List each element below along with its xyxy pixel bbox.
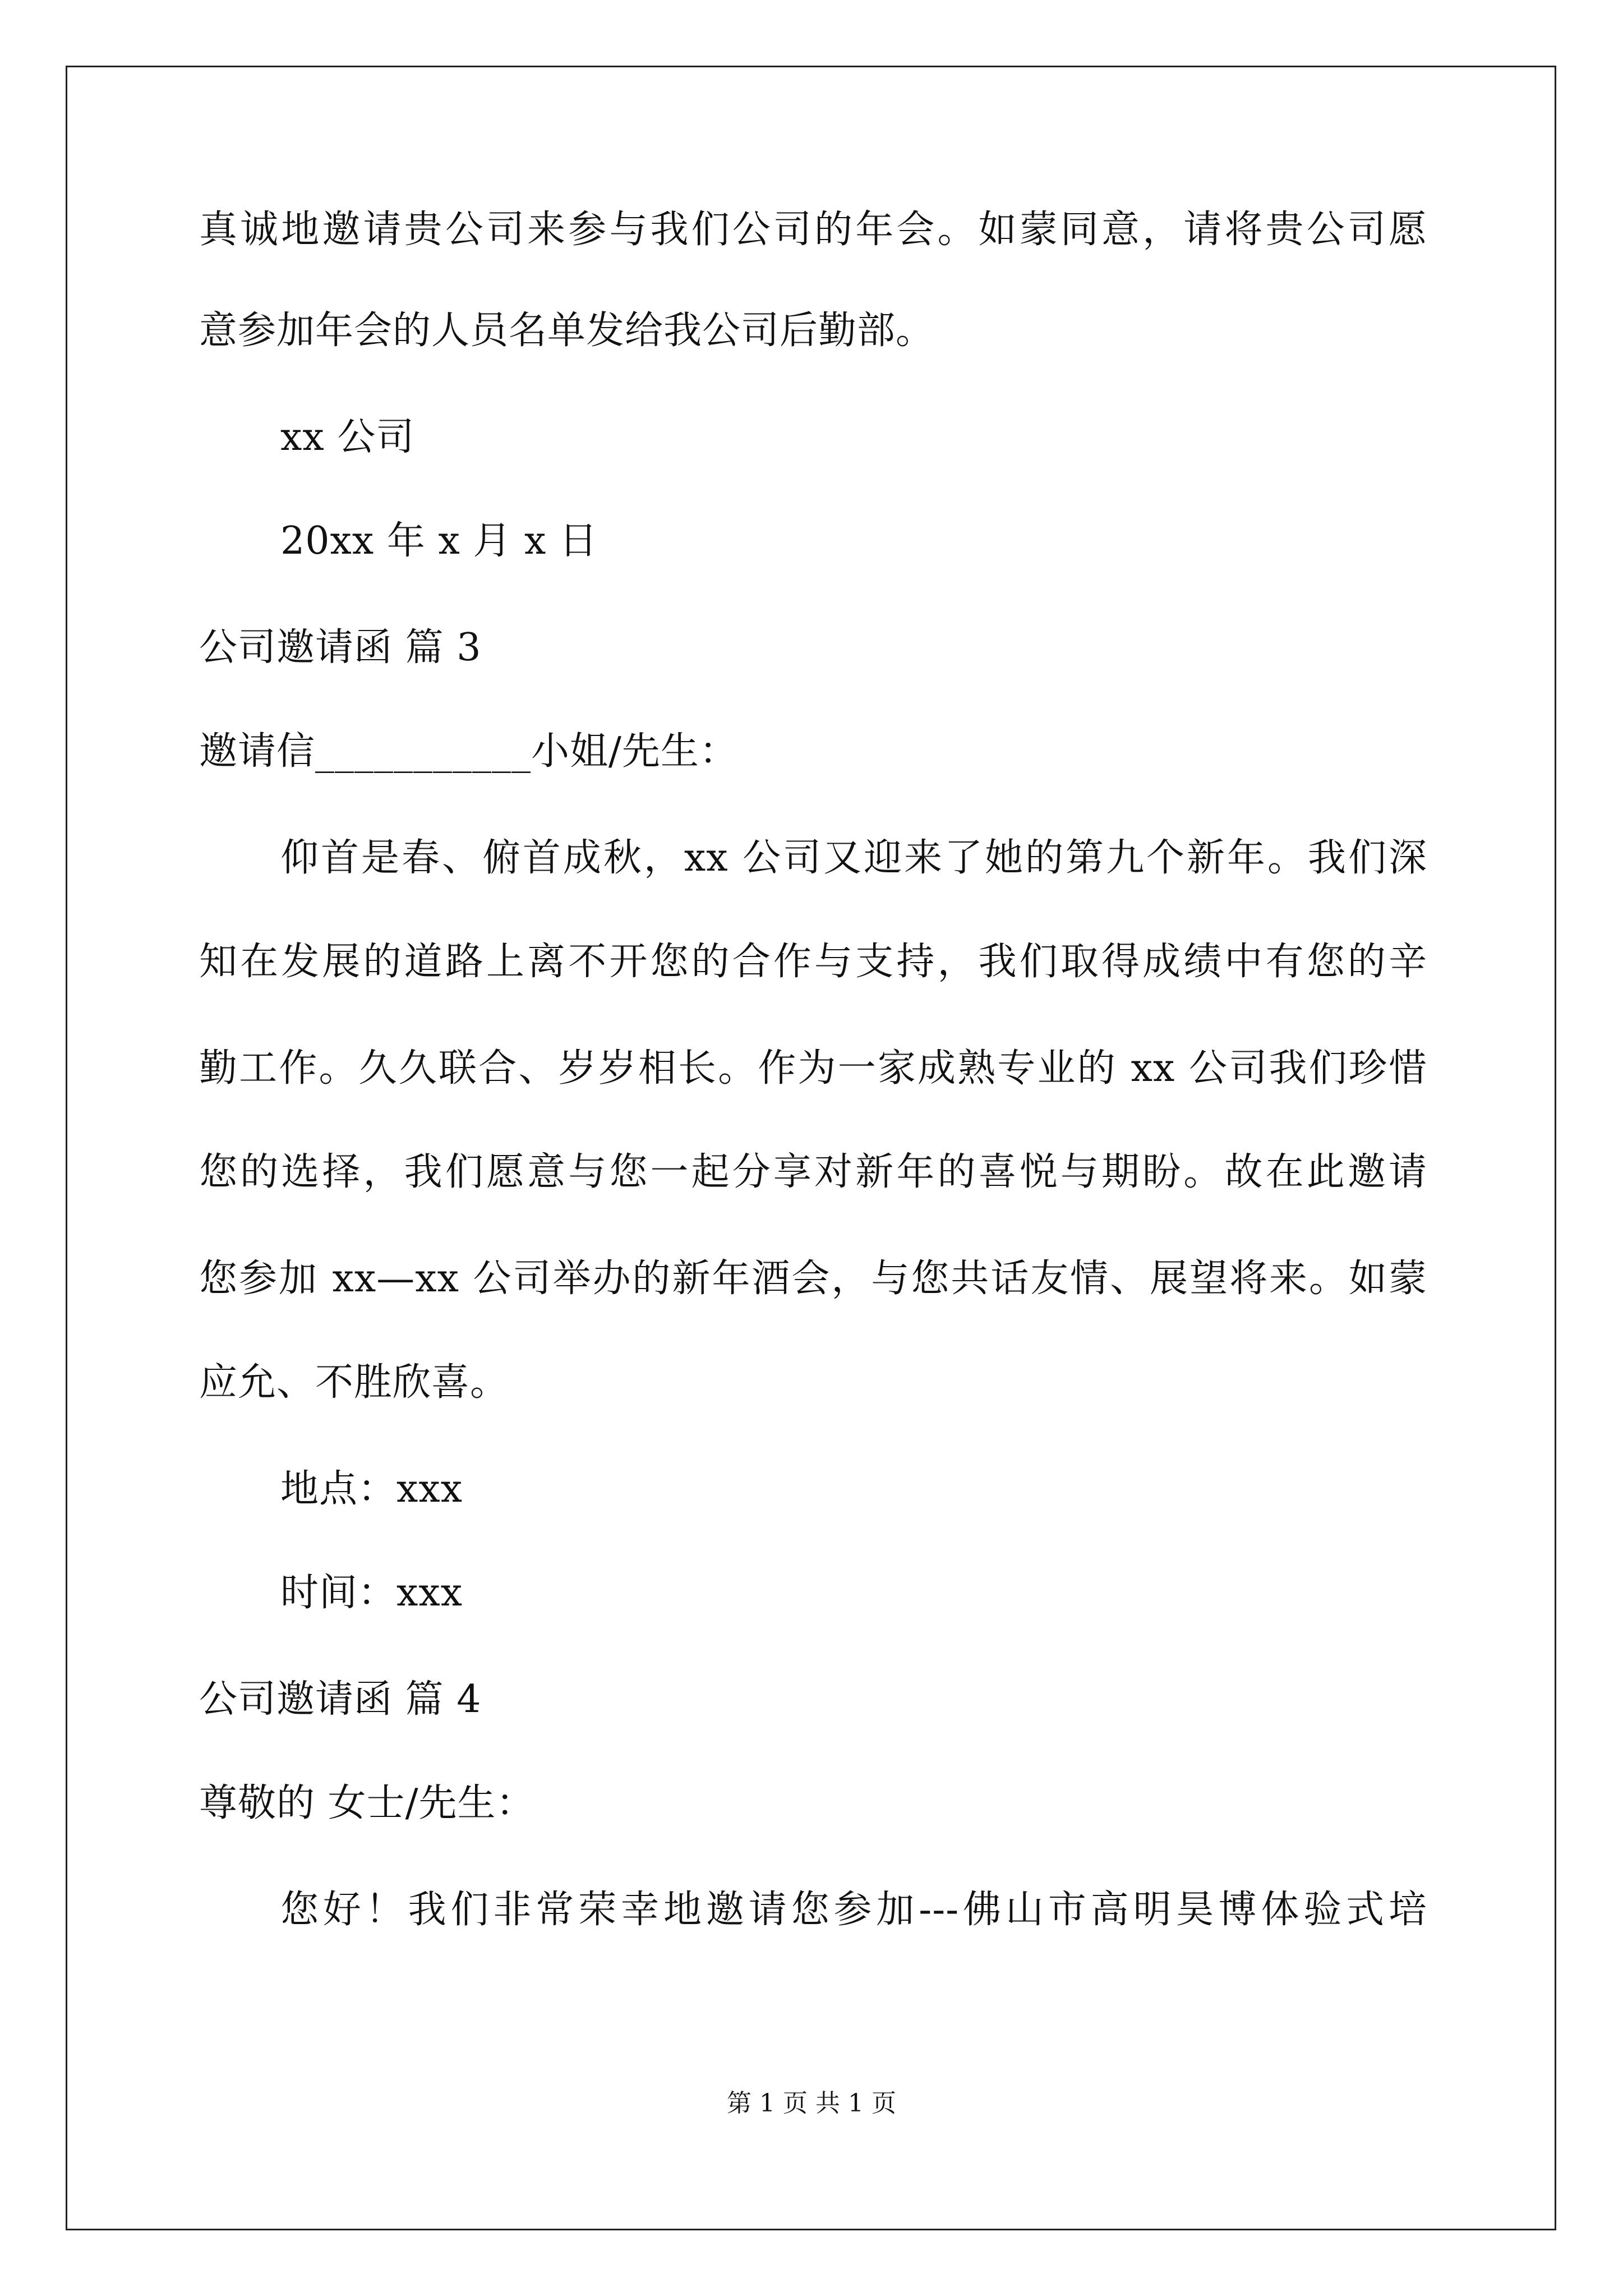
- signature-date: 20xx 年 x 月 x 日: [280, 519, 598, 563]
- section-heading: 公司邀请函 篇 4: [199, 1677, 482, 1722]
- paragraph-line: 真诚地邀请贵公司来参与我们公司的年会。如蒙同意，请将贵公司愿: [199, 208, 1427, 252]
- salutation: 邀请信___________小姐/先生：: [199, 729, 738, 774]
- signature-company: xx 公司: [280, 415, 415, 459]
- paragraph-line: 应允、不胜欣喜。: [199, 1360, 509, 1405]
- paragraph-line: 知在发展的道路上离不开您的合作与支持，我们取得成绩中有您的辛: [199, 940, 1427, 984]
- salutation: 尊敬的 女士/先生：: [199, 1781, 535, 1825]
- paragraph-line: 仰首是春、俯首成秋，xx 公司又迎来了她的第九个新年。我们深: [280, 836, 1427, 880]
- location-line: 地点：xxx: [280, 1467, 463, 1511]
- section-heading: 公司邀请函 篇 3: [199, 625, 482, 670]
- paragraph-line: 您好！我们非常荣幸地邀请您参加---佛山市高明昊博体验式培: [280, 1888, 1427, 1932]
- paragraph-line: 勤工作。久久联合、岁岁相长。作为一家成熟专业的 xx 公司我们珍惜: [199, 1046, 1427, 1091]
- paragraph-line: 意参加年会的人员名单发给我公司后勤部。: [199, 309, 935, 353]
- time-line: 时间：xxx: [280, 1571, 463, 1615]
- page-footer: 第 1 页 共 1 页: [727, 2089, 896, 2118]
- paragraph-line: 您的选择，我们愿意与您一起分享对新年的喜悦与期盼。故在此邀请: [199, 1150, 1427, 1194]
- paragraph-line: 您参加 xx—xx 公司举办的新年酒会，与您共话友情、展望将来。如蒙: [199, 1257, 1427, 1301]
